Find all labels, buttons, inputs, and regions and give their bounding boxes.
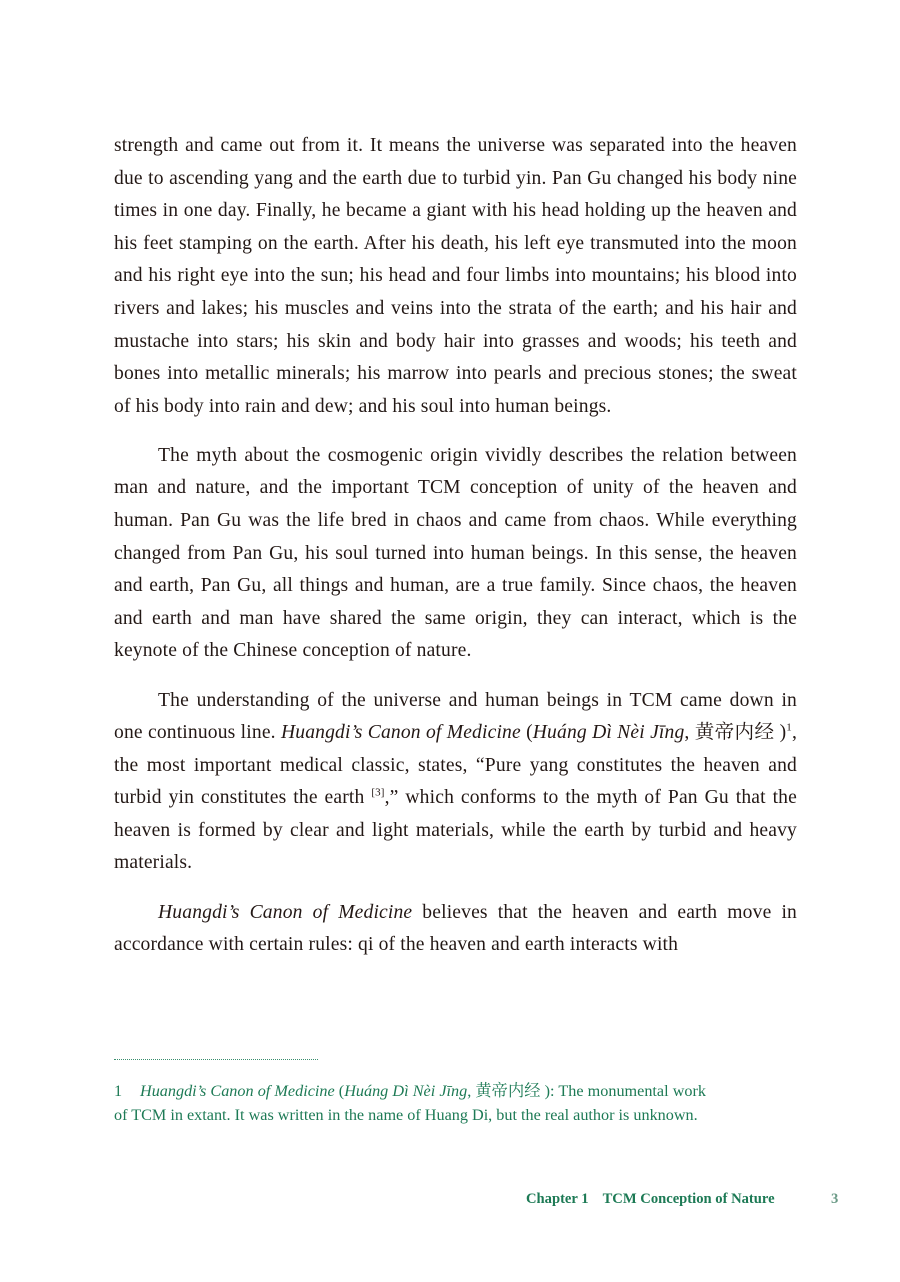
text-segment: believes that the heaven and earth move in accordance with certain rules: qi of the heaven and earth interacts with (114, 901, 797, 956)
footnote-1 (114, 1080, 706, 1127)
text-segment: ,” which conforms to the myth of Pan Gu that the heaven is formed by clear and light materials, while the earth by turbid and heavy materials. (114, 787, 797, 874)
footnote-pinyin: Huáng Dì Nèi Jīng (344, 1082, 468, 1100)
book-title: Huangdi’s Canon of Medicine (280, 722, 521, 744)
paragraph-cosmogenic-myth: The myth about the cosmogenic origin vividly describes the relation between man and nature, and the important TCM conception of unity of the heaven and human. Pan Gu was the life bred in chaos and came from chaos. While everything changed from Pan Gu, his soul turned into human beings. In this sense, the heaven and earth, Pan Gu, all things and human, are a true family. Since chaos, the heaven and earth and man have shared the same origin, they can interact, which is the keynote of the Chinese conception of nature. (114, 444, 797, 662)
pinyin-title: Huáng Dì Nèi Jīng (532, 722, 685, 744)
page-number: 3 (831, 1191, 839, 1207)
text-segment: ( (520, 722, 533, 744)
paragraph-pan-gu-transformation: strength and came out from it. It means the universe was separated into the heaven due to ascending yang and the earth due to turbid yin. Pan Gu changed his body nine times in one day. Finally, he became a giant with his head holding up the heaven and his feet stamping on the earth. After his death, his left eye transmuted into the moon and his right eye into the sun; his head and four limbs into mountains; his blood into rivers and lakes; his muscles and veins into the strata of the earth; and his hair and mustache into stars; his skin and body hair into grasses and woods; his teeth and bones into metallic minerals; his marrow into pearls and precious stones; the sweat of his body into rain and dew; and his soul into human beings. (114, 135, 797, 417)
footnote-text: : The monumental work of TCM in extant. It was written in the name of Huang Di, but the real author is unknown. (114, 1082, 707, 1124)
paragraph-canon-rules (114, 897, 797, 962)
footnote-chinese: , 黄帝内经 ) (467, 1082, 551, 1100)
footnote-divider (114, 1059, 318, 1060)
paragraph-tcm-understanding (114, 685, 797, 881)
chapter-title: TCM Conception of Nature (602, 1191, 775, 1207)
footnote-text-segment: ( (334, 1082, 345, 1100)
chinese-title: , 黄帝内经 ) (684, 722, 787, 744)
book-title: Huangdi’s Canon of Medicine (158, 901, 413, 923)
text-segment: , the most important medical classic, states, “Pure yang constitutes the heaven and turbid yin constitutes the earth (114, 722, 798, 809)
footnote-number: 1 (114, 1082, 123, 1100)
main-text (114, 130, 797, 978)
chapter-label: Chapter 1 (526, 1191, 589, 1207)
running-footer (526, 1191, 775, 1208)
footnote-reference[interactable]: 1 (786, 721, 792, 734)
text-segment: The understanding of the universe and human beings in TCM came down in one continuous line. (114, 689, 797, 744)
citation-reference[interactable]: [3] (371, 786, 385, 799)
footnote-book-title: Huangdi’s Canon of Medicine (140, 1082, 335, 1100)
